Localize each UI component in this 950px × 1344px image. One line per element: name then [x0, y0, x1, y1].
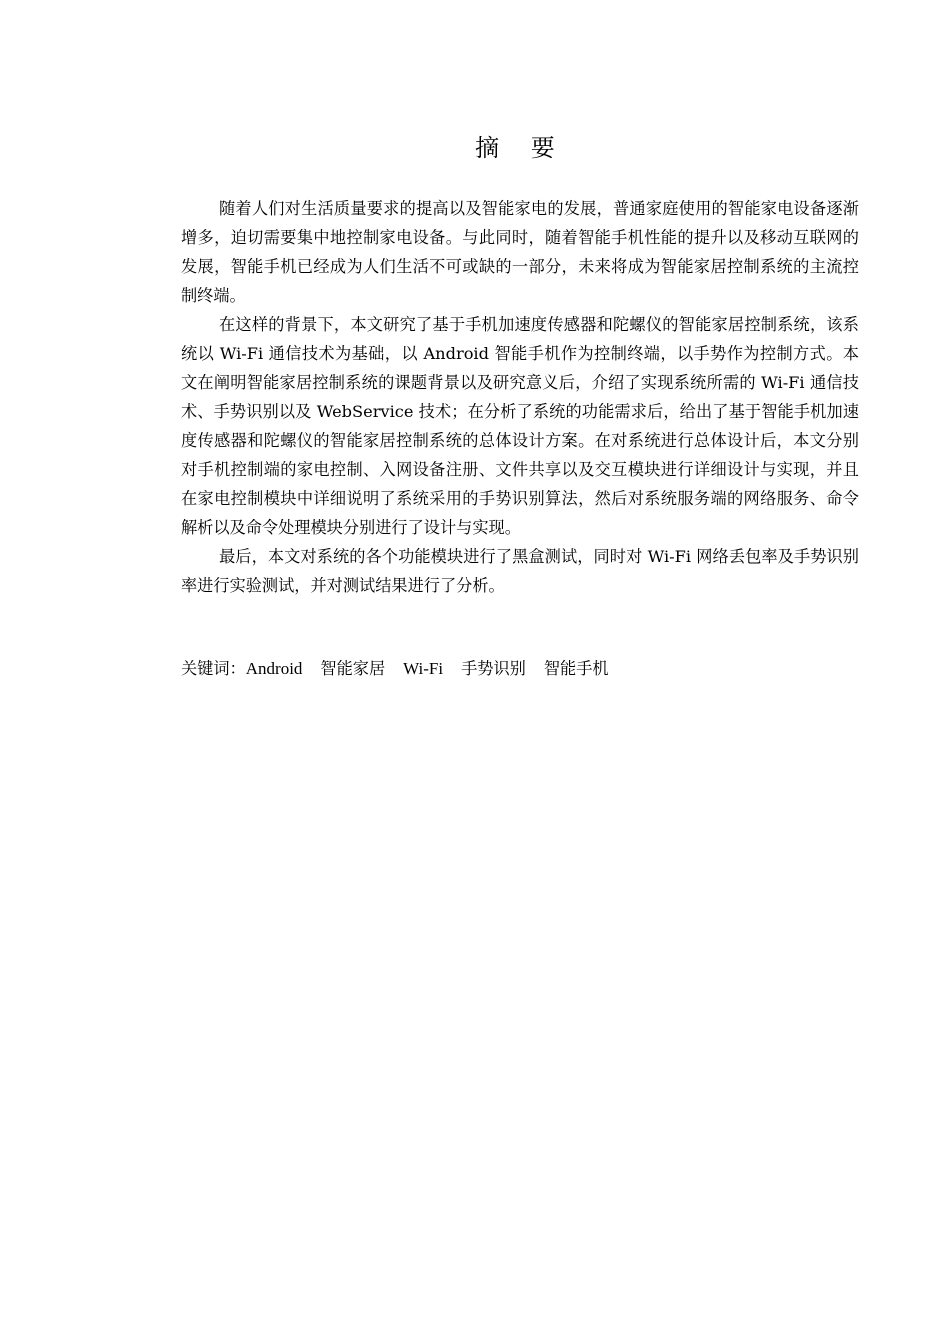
keywords-label: 关键词： — [181, 659, 246, 678]
keyword: 智能家居 — [320, 659, 386, 678]
keyword: Wi-Fi — [403, 659, 444, 678]
keyword: 智能手机 — [543, 659, 609, 678]
keyword: Android — [245, 659, 303, 678]
page-title: 摘 要 — [475, 134, 567, 162]
keywords-line — [181, 654, 881, 683]
abstract-paragraph: 最后，本文对系统的各个功能模块进行了黑盒测试，同时对 Wi-Fi 网络丢包率及手势识别率进行实验测试，并对测试结果进行了分析。 — [181, 547, 859, 595]
abstract-body — [181, 194, 859, 600]
abstract-paragraph: 随着人们对生活质量要求的提高以及智能家电的发展，普通家庭使用的智能家电设备逐渐增多，迫切需要集中地控制家电设备。与此同时，随着智能手机性能的提升以及移动互联网的发展，智能手机已经成为人们生活不可或缺的一部分，未来将成为智能家居控制系统的主流控制终端。 — [181, 199, 859, 305]
keyword: 手势识别 — [461, 659, 526, 678]
abstract-paragraph: 在这样的背景下，本文研究了基于手机加速度传感器和陀螺仪的智能家居控制系统，该系统以 Wi-Fi 通信技术为基础，以 Android 智能手机作为控制终端，以手势作为控制方式。本文在阐明智能家居控制系统的课题背景以及研究意义后，介绍了实现系统所需的 Wi-Fi 通信技术、手势识别以及 WebService 技术；在分析了系统的功能需求后，给出了基于智能手机加速度传感器和陀螺仪的智能家居控制系统的总体设计方案。在对系统进行总体设计后，本文分别对手机控制端的家电控制、入网设备注册、文件共享以及交互模块进行详细设计与实现，并且在家电控制模块中详细说明了系统采用的手势识别算法，然后对系统服务端的网络服务、命令解析以及命令处理模块分别进行了设计与实现。 — [181, 315, 859, 537]
